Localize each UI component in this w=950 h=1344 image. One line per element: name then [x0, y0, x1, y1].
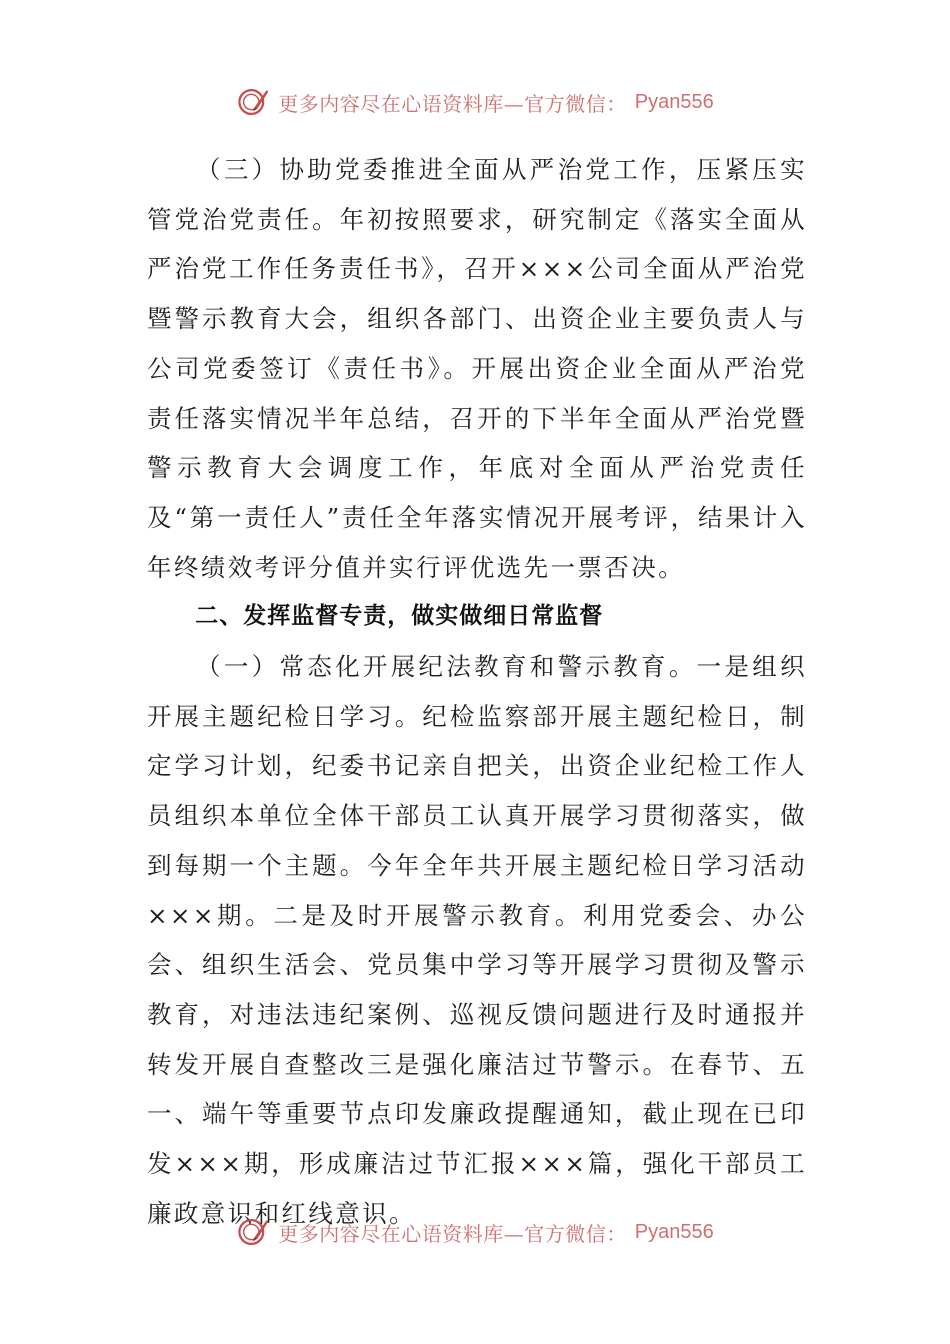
pen-logo-icon — [236, 85, 270, 119]
watermark-text: 更多内容尽在心语资料库—官方微信： — [278, 91, 627, 116]
section-2-heading: 二、发挥监督专责，做实做细日常监督 — [195, 603, 604, 630]
pen-logo-icon — [236, 1215, 270, 1249]
header-watermark — [0, 80, 950, 124]
watermark-text: 更多内容尽在心语资料库—官方微信： — [278, 1221, 627, 1246]
watermark-handle: Pyan556 — [634, 90, 714, 113]
section-3-paragraph: （三）协助党委推进全面从严治党工作，压紧压实管党治党责任。年初按照要求，研究制定《落实全面从严治党工作任务责任书》，召开×××公司全面从严治党暨警示教育大会，组织各部门、出资企业主要负责人与公司党委签订《责任书》。开展出资企业全面从严治党责任落实情况半年总结，召开的下半年全面从严治党暨警示教育大会调度工作，年底对全面从严治党责任及“第一责任人”责任全年落实情况开展考评，结果计入年终绩效考评分值并实行评优选先一票否决。 — [147, 155, 807, 582]
document-body — [147, 145, 807, 1238]
watermark-handle: Pyan556 — [634, 1220, 714, 1243]
section-2-1-paragraph: （一）常态化开展纪法教育和警示教育。一是组织开展主题纪检日学习。纪检监察部开展主题纪检日，制定学习计划，纪委书记亲自把关，出资企业纪检工作人员组织本单位全体干部员工认真开展学习贯彻落实，做到每期一个主题。今年全年共开展主题纪检日学习活动×××期。二是及时开展警示教育。利用党委会、办公会、组织生活会、党员集中学习等开展学习贯彻及警示教育，对违法违纪案例、巡视反馈问题进行及时通报并转发开展自查整改三是强化廉洁过节警示。在春节、五一、端午等重要节点印发廉政提醒通知，截止现在已印发×××期，形成廉洁过节汇报×××篇，强化干部员工廉政意识和红线意识。 — [147, 652, 807, 1228]
footer-watermark — [0, 1210, 950, 1254]
